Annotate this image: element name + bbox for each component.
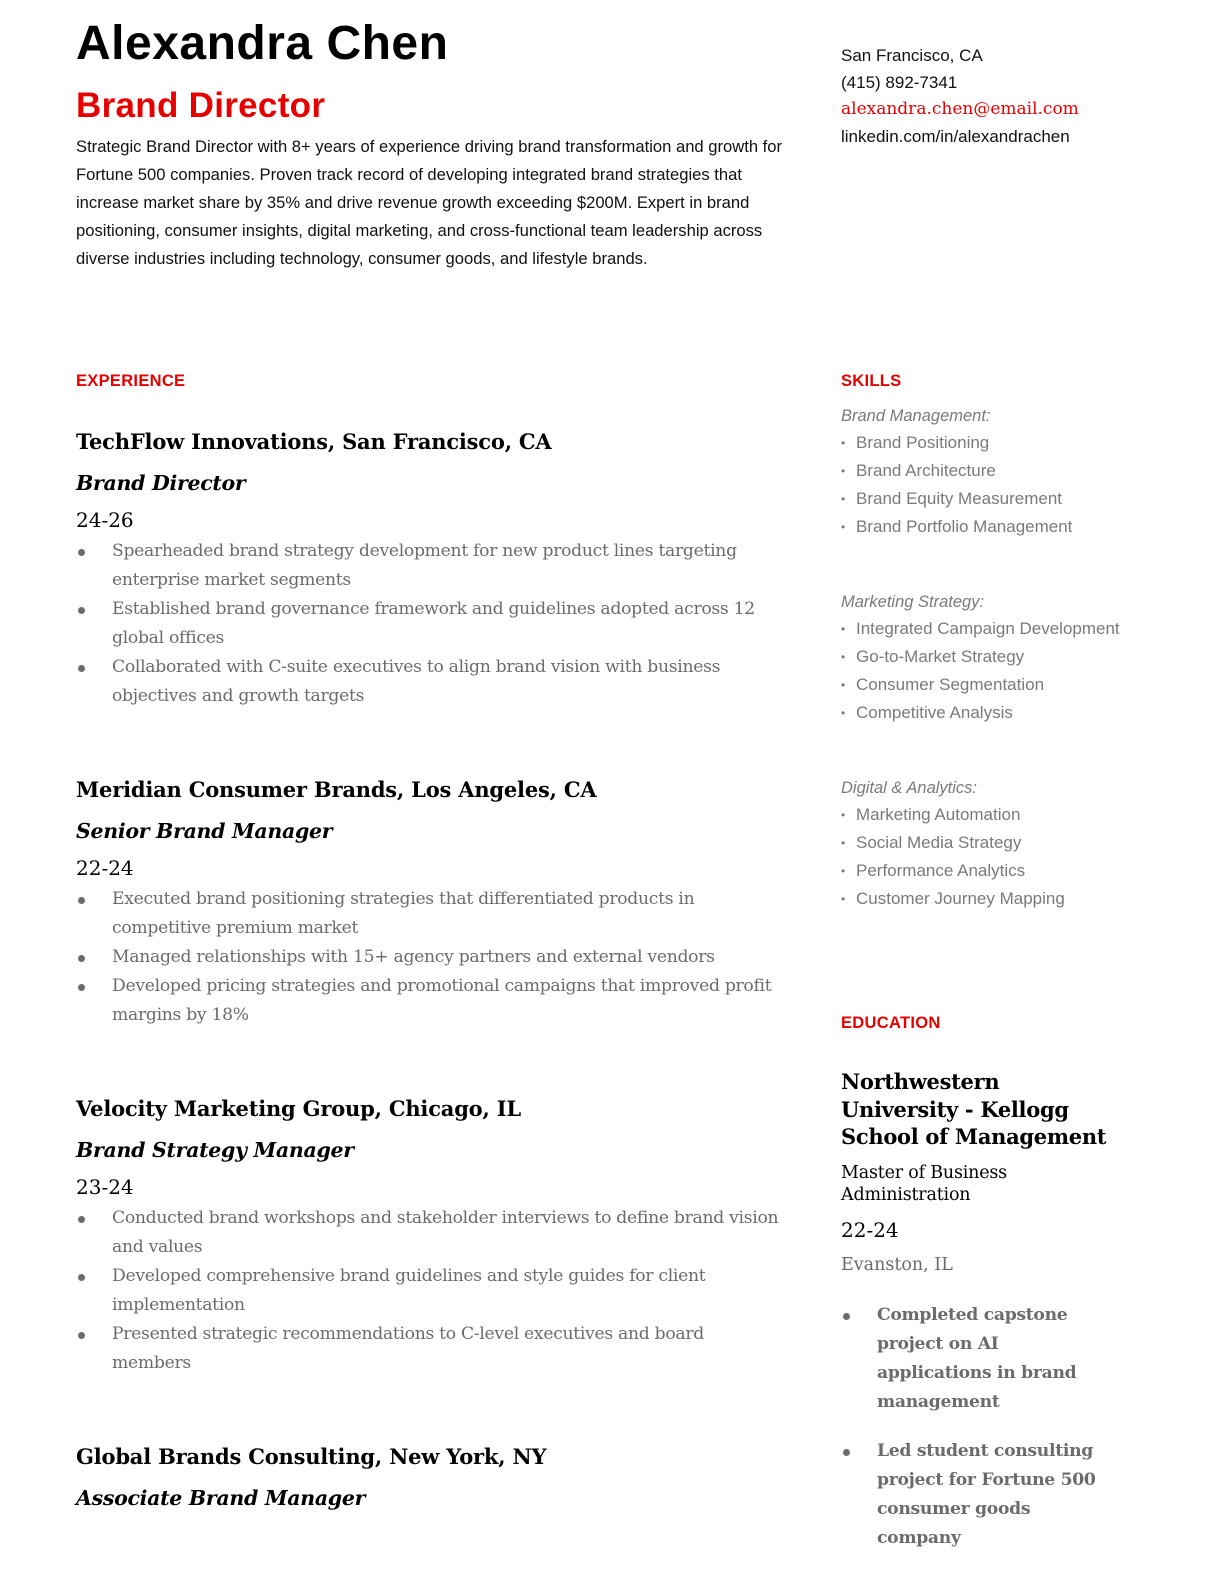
education-bullet: Completed capstone project on AI applications in brand management: [841, 1301, 1111, 1417]
job-dates: 23-24: [76, 1175, 134, 1199]
bullet-dot-icon: [78, 955, 85, 962]
bullet-dot-icon: [78, 665, 85, 672]
bullet-dot-icon: •: [841, 650, 846, 664]
skill-item: • Brand Architecture: [841, 457, 1121, 485]
candidate-name: Alexandra Chen: [76, 17, 449, 70]
bullet-dot-icon: [78, 984, 85, 991]
job-role: Associate Brand Manager: [76, 1486, 366, 1510]
contact-phone: (415) 892-7341: [841, 73, 958, 92]
job-role: Senior Brand Manager: [76, 819, 333, 843]
skill-item: • Brand Positioning: [841, 429, 1121, 457]
job-bullets: [76, 885, 786, 1030]
skill-category: Digital & Analytics:: [841, 779, 978, 797]
skill-item: • Competitive Analysis: [841, 699, 1121, 727]
bullet-dot-icon: [843, 1449, 850, 1456]
education-degree: Master of Business Administration: [841, 1162, 1007, 1205]
skill-group: [841, 776, 1121, 913]
bullet-dot-icon: [78, 1332, 85, 1339]
bullet-dot-icon: •: [841, 678, 846, 692]
education-dates: 22-24: [841, 1217, 899, 1242]
contact-linkedin-link[interactable]: linkedin.com/in/alexandrachen: [841, 127, 1070, 146]
skill-item: • Brand Equity Measurement: [841, 485, 1121, 513]
bullet-dot-icon: •: [841, 622, 846, 636]
experience-heading: EXPERIENCE: [76, 372, 186, 390]
bullet-dot-icon: •: [841, 864, 846, 878]
contact-block: [841, 42, 1079, 150]
job-entry: [76, 1095, 786, 1378]
job-company: Meridian Consumer Brands, Los Angeles, CA: [76, 777, 597, 802]
bullet-dot-icon: [78, 1216, 85, 1223]
education-location: Evanston, IL: [841, 1254, 953, 1275]
bullet-dot-icon: •: [841, 836, 846, 850]
skill-item: • Brand Portfolio Management: [841, 513, 1121, 541]
skill-item: • Marketing Automation: [841, 801, 1121, 829]
bullet-dot-icon: •: [841, 436, 846, 450]
candidate-title: Brand Director: [76, 86, 326, 125]
job-dates: 22-24: [76, 856, 134, 880]
job-bullet: Executed brand positioning strategies that differentiated products in competitive premium market: [76, 885, 786, 943]
bullet-dot-icon: •: [841, 706, 846, 720]
education-bullets: [841, 1301, 1111, 1553]
job-role: Brand Director: [76, 471, 246, 495]
job-role: Brand Strategy Manager: [76, 1138, 354, 1162]
job-bullet: Managed relationships with 15+ agency partners and external vendors: [76, 943, 786, 972]
education-entry: [841, 1068, 1111, 1573]
bullet-dot-icon: [78, 897, 85, 904]
job-bullets: [76, 537, 786, 711]
job-bullet: Spearheaded brand strategy development for new product lines targeting enterprise market segments: [76, 537, 786, 595]
job-company: Global Brands Consulting, New York, NY: [76, 1444, 547, 1469]
skill-item: • Integrated Campaign Development: [841, 615, 1121, 643]
skill-category: Brand Management:: [841, 407, 991, 425]
job-company: TechFlow Innovations, San Francisco, CA: [76, 429, 552, 454]
job-bullets: [76, 1204, 786, 1378]
skill-item: • Customer Journey Mapping: [841, 885, 1121, 913]
skill-item: • Social Media Strategy: [841, 829, 1121, 857]
job-company: Velocity Marketing Group, Chicago, IL: [76, 1096, 521, 1121]
job-bullet: Developed pricing strategies and promotional campaigns that improved profit margins by 18%: [76, 972, 786, 1030]
education-school: Northwestern University - Kellogg School of Management: [841, 1069, 1107, 1149]
job-dates: 24-26: [76, 508, 134, 532]
bullet-dot-icon: •: [841, 464, 846, 478]
skill-group: [841, 590, 1121, 727]
professional-summary: Strategic Brand Director with 8+ years of experience driving brand transformation and growth for Fortune 500 companies. Proven track record of developing integrated brand strategies that increase market share by 35% and drive revenue growth exceeding $200M. Expert in brand positioning, consumer insights, digital marketing, and cross-functional team leadership across diverse industries including technology, consumer goods, and lifestyle brands.: [76, 137, 783, 268]
education-heading: EDUCATION: [841, 1014, 941, 1032]
bullet-dot-icon: [78, 607, 85, 614]
job-bullet: Established brand governance framework and guidelines adopted across 12 global offices: [76, 595, 786, 653]
bullet-dot-icon: •: [841, 520, 846, 534]
skill-item: • Go-to-Market Strategy: [841, 643, 1121, 671]
job-entry: [76, 1443, 786, 1512]
skill-item: • Performance Analytics: [841, 857, 1121, 885]
job-bullet: Developed comprehensive brand guidelines and style guides for client implementation: [76, 1262, 786, 1320]
bullet-dot-icon: [78, 549, 85, 556]
bullet-dot-icon: [78, 1274, 85, 1281]
education-bullet: Led student consulting project for Fortune 500 consumer goods company: [841, 1437, 1111, 1553]
job-entry: [76, 428, 786, 711]
job-bullet: Collaborated with C-suite executives to align brand vision with business objectives and growth targets: [76, 653, 786, 711]
bullet-dot-icon: [843, 1313, 850, 1320]
job-bullet: Conducted brand workshops and stakeholder interviews to define brand vision and values: [76, 1204, 786, 1262]
skill-category: Marketing Strategy:: [841, 593, 985, 611]
job-bullet: Presented strategic recommendations to C-level executives and board members: [76, 1320, 786, 1378]
job-entry: [76, 776, 786, 1030]
bullet-dot-icon: •: [841, 492, 846, 506]
skill-group: [841, 404, 1121, 541]
skills-heading: SKILLS: [841, 372, 902, 390]
contact-email-link[interactable]: alexandra.chen@email.com: [841, 99, 1079, 119]
contact-location: San Francisco, CA: [841, 46, 983, 65]
skills-list: [841, 404, 1121, 962]
bullet-dot-icon: •: [841, 892, 846, 906]
skill-item: • Consumer Segmentation: [841, 671, 1121, 699]
bullet-dot-icon: •: [841, 808, 846, 822]
